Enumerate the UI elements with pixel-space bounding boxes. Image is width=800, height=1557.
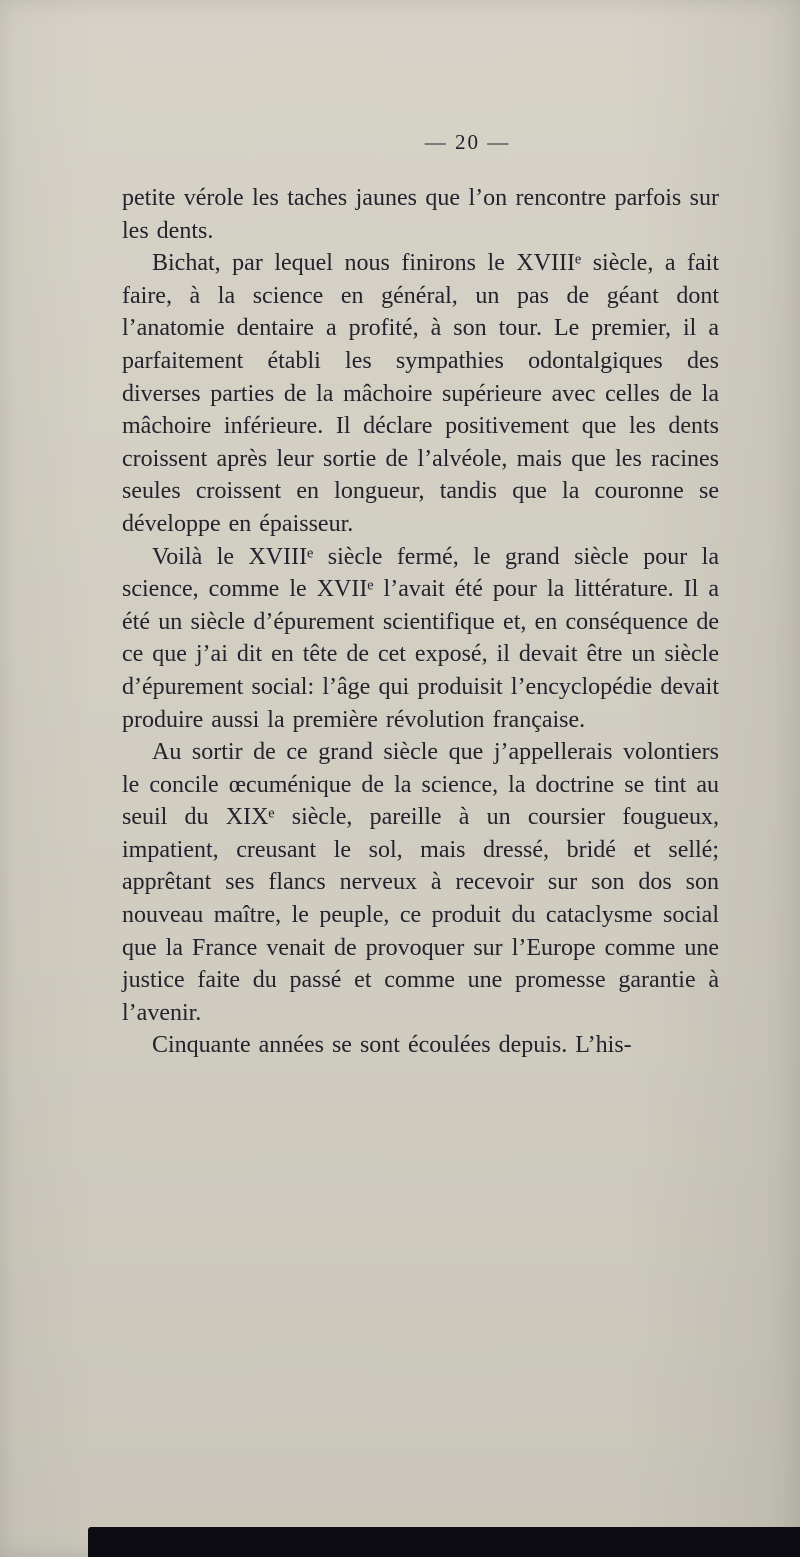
paragraph: Voilà le XVIIIᵉ siècle fermé, le grand siècle pour la science, comme le XVIIᵉ l’avait été pour la littérature. Il a été un siècle d’épurement scientifique et, en conséquence de ce que j’ai dit en tête de cet exposé, il devait être un siècle d’épurement social: l’âge qui produisit l’encyclopédie devait produire aussi la première révolution française. [122, 543, 719, 733]
paragraph: Bichat, par lequel nous finirons le XVIIIᵉ siècle, a fait faire, à la science en général, un pas de géant dont l’anatomie dentaire a profité, à son tour. Le premier, il a parfaitement établi les sympathies odontalgiques des diverses parties de la mâchoire supérieure avec celles de la mâchoire inférieure. Il déclare positivement que les dents croissent après leur sortie de l’alvéole, mais que les racines seules croissent en longueur, tandis que la couronne se développe en épaisseur. [122, 250, 719, 537]
paragraph-last: Cinquante années se sont écoulées depuis. L’his- [152, 1032, 632, 1059]
paragraph-continuation: petite vérole les taches jaunes que l’on rencontre parfois sur les dents. [122, 185, 719, 244]
paragraph: Au sortir de ce grand siècle que j’appellerais volontiers le concile œcuménique de la science, la doctrine se tint au seuil du XIXᵉ siècle, pareille à un coursier fougueux, impatient, creusant le sol, mais dressé, bridé et sellé; apprêtant ses flancs nerveux à recevoir sur son dos son nouveau maître, le peuple, ce produit du cataclysme social que la France venait de provoquer sur l’Europe comme une justice faite du passé et comme une promesse garantie à l’avenir. [122, 739, 719, 1026]
scan-edge-artifact [88, 1527, 800, 1557]
page-number: — 20 — [424, 130, 511, 154]
body-text [122, 182, 719, 1062]
